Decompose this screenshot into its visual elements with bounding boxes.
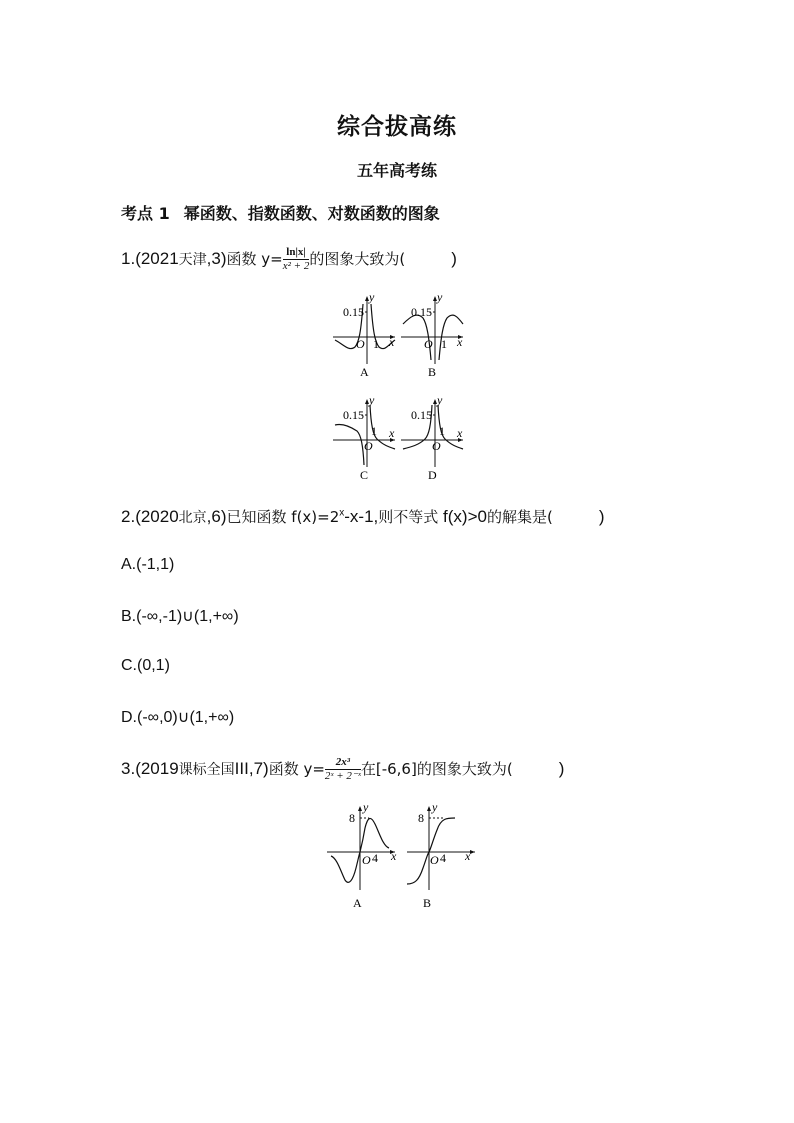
q1-source-year: (2021 xyxy=(135,248,179,268)
q1-b-label: B xyxy=(428,365,437,379)
q3-a-label: A xyxy=(353,896,362,910)
q2-option-a[interactable]: A.(-1,1) xyxy=(121,556,175,573)
q1-graph-a xyxy=(333,292,395,379)
q1-b-axis-x: x xyxy=(457,335,463,349)
q1-a-tick-y: 0.15 xyxy=(343,305,364,319)
q3-graph-a xyxy=(327,800,397,910)
q3-source-index: III,7) xyxy=(234,758,269,778)
q2-tail: 的解集是( xyxy=(486,508,553,526)
section-label: 考点 1 xyxy=(121,204,170,223)
q3-graphs xyxy=(323,800,483,915)
q1-d-axis-y: y xyxy=(437,393,443,407)
q1-a-axis-x: x xyxy=(389,335,395,349)
q3-a-origin: O xyxy=(362,853,371,867)
q2-number: 2. xyxy=(121,507,136,526)
q2-close: ) xyxy=(598,507,605,526)
q3-b-label: B xyxy=(423,896,432,910)
q1-d-tick-x: 1 xyxy=(439,424,445,438)
q1-b-tick-x: 1 xyxy=(441,337,447,351)
q3-b-tick-y: 8 xyxy=(418,811,424,825)
q1-graph-d xyxy=(401,393,463,482)
q3-fraction xyxy=(325,757,361,782)
q2-source-year: (2020 xyxy=(135,507,179,526)
q3-b-tick-x: 4 xyxy=(440,851,446,865)
q1-source-place: 天津 xyxy=(178,251,207,268)
q2-condition: f(x)>0 xyxy=(443,507,487,526)
q1-lead: 函数 y= xyxy=(226,249,283,268)
q1-c-tick-x: 1 xyxy=(371,424,377,438)
q1-numerator: ln|x| xyxy=(283,247,310,260)
q3-numerator: 2x³ xyxy=(325,757,361,770)
q1-graph-c xyxy=(333,393,395,482)
section-name: 幂函数、指数函数、对数函数的图象 xyxy=(183,204,440,223)
page-subtitle: 五年高考练 xyxy=(356,161,437,180)
q3-b-axis-y: y xyxy=(432,800,438,814)
q3-a-axis-x: x xyxy=(391,849,397,863)
q1-c-axis-x: x xyxy=(389,426,395,440)
q2-source-place: 北京 xyxy=(178,510,207,526)
q1-fraction xyxy=(283,247,310,272)
q1-a-origin: O xyxy=(356,337,365,351)
q2-mid: -x-1, xyxy=(344,507,379,526)
q2-option-d[interactable]: D.(-∞,0)∪(1,+∞) xyxy=(121,709,235,726)
q1-d-origin: O xyxy=(432,439,441,453)
question-2 xyxy=(121,506,605,527)
q1-source-index: ,3) xyxy=(206,248,227,268)
q1-a-tick-x: 1 xyxy=(373,337,379,351)
q1-number: 1. xyxy=(121,248,136,268)
q3-denominator: 2ˣ + 2⁻ˣ xyxy=(324,770,361,782)
q1-b-axis-y: y xyxy=(437,292,443,304)
q3-a-tick-y: 8 xyxy=(349,811,355,825)
q1-a-axis-y: y xyxy=(369,292,375,304)
q2-tail-cn: 则不等式 xyxy=(378,508,444,526)
q1-d-tick-y: 0.15 xyxy=(411,408,432,422)
q3-b-axis-x: x xyxy=(465,849,471,863)
section-heading xyxy=(121,201,440,224)
q1-c-tick-y: 0.15 xyxy=(343,408,364,422)
q1-a-label: A xyxy=(360,365,369,379)
page-title: 综合拔高练 xyxy=(337,114,457,140)
q2-exponent: x xyxy=(339,507,345,519)
q3-a-tick-x: 4 xyxy=(372,851,378,865)
q1-c-origin: O xyxy=(364,439,373,453)
q3-source-place: 课标全国 xyxy=(178,761,235,778)
q3-b-origin: O xyxy=(430,853,439,867)
q3-tail: 在[-6,6]的图象大致为( xyxy=(360,759,513,778)
q1-d-axis-x: x xyxy=(457,426,463,440)
q3-graph-b xyxy=(407,800,475,910)
q1-c-label: C xyxy=(360,468,369,482)
q3-number: 3. xyxy=(121,758,136,778)
q3-source-year: (2019 xyxy=(135,758,179,778)
q1-b-tick-y: 0.15 xyxy=(411,305,432,319)
q3-lead: 函数 y= xyxy=(268,759,325,778)
q1-graphs xyxy=(325,292,475,492)
q3-close: ) xyxy=(558,758,565,778)
q2-lead: 已知函数 f(x)=2 xyxy=(226,508,340,526)
q3-a-axis-y: y xyxy=(363,800,369,814)
question-3 xyxy=(121,757,564,782)
q1-graph-b xyxy=(401,292,463,379)
q2-option-b[interactable]: B.(-∞,-1)∪(1,+∞) xyxy=(121,608,239,625)
q2-source-index: ,6) xyxy=(206,507,227,526)
q1-denominator: x² + 2 xyxy=(282,260,310,272)
q1-close: ) xyxy=(451,248,457,268)
question-1 xyxy=(121,247,457,272)
q1-c-axis-y: y xyxy=(369,393,375,407)
q1-d-label: D xyxy=(428,468,437,482)
q2-option-c[interactable]: C.(0,1) xyxy=(121,657,170,674)
q1-tail: 的图象大致为( xyxy=(309,249,406,268)
q1-b-origin: O xyxy=(424,337,433,351)
